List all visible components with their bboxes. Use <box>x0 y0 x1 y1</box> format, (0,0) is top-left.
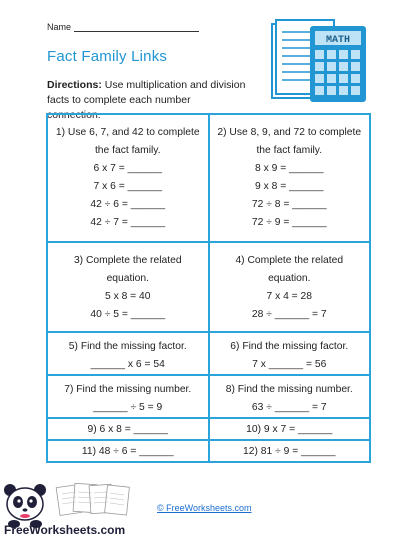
problem-text: 1) Use 6, 7, and 42 to complete <box>55 127 200 138</box>
problem-text: 8) Find the missing number. <box>225 384 353 395</box>
equation: 42 ÷ 6 = ______ <box>90 199 166 210</box>
problems-grid <box>46 113 371 463</box>
equation: 10) 9 x 7 = ______ <box>246 424 333 435</box>
equation: 6 x 7 = ______ <box>93 163 162 174</box>
worksheet-pages-icon <box>56 483 129 515</box>
equation: 5 x 8 = 40 <box>104 291 151 302</box>
problem-10 <box>209 418 371 440</box>
problem-11 <box>47 440 209 462</box>
panda-icon <box>4 484 46 528</box>
equation: 28 ÷ ______ = 7 <box>251 309 327 320</box>
equation: 11) 48 ÷ 6 = ______ <box>81 446 174 457</box>
math-book-calculator-icon <box>270 18 370 104</box>
problem-text: the fact family. <box>256 145 323 156</box>
problem-1 <box>47 114 209 242</box>
equation: ______ x 6 = 54 <box>90 359 165 370</box>
equation: 9 x 8 = ______ <box>255 181 324 192</box>
problem-text: 5) Find the missing factor. <box>68 341 187 352</box>
problem-text: 2) Use 8, 9, and 72 to complete <box>217 127 362 138</box>
equation: 40 ÷ 5 = ______ <box>90 309 166 320</box>
problem-12 <box>209 440 371 462</box>
problem-5 <box>47 332 209 375</box>
problem-text: 7) Find the missing number. <box>64 384 192 395</box>
equation: 63 ÷ ______ = 7 <box>251 402 327 413</box>
problem-text: 4) Complete the related <box>235 255 344 266</box>
problem-4 <box>209 242 371 332</box>
equation: ______ ÷ 5 = 9 <box>93 402 163 413</box>
equation: 7 x 4 = 28 <box>266 291 312 302</box>
equation: 7 x 6 = ______ <box>93 181 162 192</box>
problem-text: 3) Complete the related <box>73 255 182 266</box>
equation: 12) 81 ÷ 9 = ______ <box>243 446 336 457</box>
name-line <box>74 22 199 32</box>
problem-7 <box>47 375 209 418</box>
equation: 9) 6 x 8 = ______ <box>87 424 168 435</box>
logo-word: MATH <box>325 35 351 46</box>
problem-8 <box>209 375 371 418</box>
equation: 42 ÷ 7 = ______ <box>90 217 166 228</box>
brand-name: FreeWorksheets.com <box>4 523 126 537</box>
equation: 72 ÷ 9 = ______ <box>251 217 327 228</box>
page-title: Fact Family Links <box>47 48 168 65</box>
problem-text: the fact family. <box>94 145 161 156</box>
problem-9 <box>47 418 209 440</box>
equation: 8 x 9 = ______ <box>255 163 324 174</box>
problem-3 <box>47 242 209 332</box>
name-field <box>47 22 199 32</box>
directions-label: Directions: <box>47 79 102 91</box>
freeworksheets-panda-logo <box>0 480 150 539</box>
problem-text: 6) Find the missing factor. <box>230 341 349 352</box>
copyright-link[interactable]: © FreeWorksheets.com <box>157 503 252 513</box>
problem-2 <box>209 114 371 242</box>
equation: 7 x ______ = 56 <box>252 359 327 370</box>
name-label: Name <box>47 22 72 32</box>
problem-6 <box>209 332 371 375</box>
directions-text: Use multiplication and division facts to complete each number connection. <box>47 79 246 121</box>
problem-text: equation. <box>106 273 149 284</box>
problem-text: equation. <box>268 273 311 284</box>
equation: 72 ÷ 8 = ______ <box>251 199 327 210</box>
